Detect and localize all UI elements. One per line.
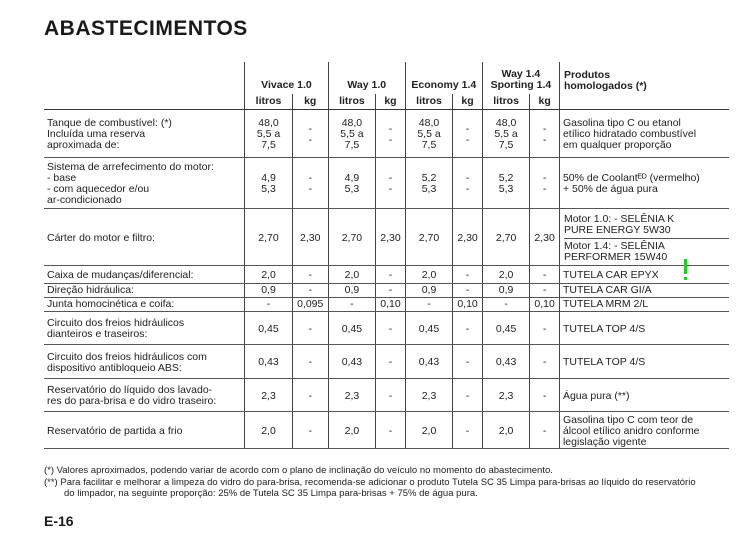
value-kg: -: [292, 269, 328, 283]
row-description: Reservatório de partida a frio: [44, 415, 245, 449]
value-liters: -: [482, 297, 529, 311]
table-body: [44, 110, 729, 449]
row-product: 50% de Coolantᴱᴰ (vermelho) + 50% de água pura: [559, 161, 729, 209]
value-liters: 0,43: [245, 348, 292, 378]
value-kg: -: [530, 269, 560, 283]
table-row: [44, 113, 729, 157]
value-kg: 2,30: [453, 212, 483, 266]
value-kg: - -: [453, 113, 483, 157]
unit-liters: litros: [405, 94, 452, 110]
header-vehicle: Way 1.4 Sporting 1.4: [482, 62, 559, 94]
value-kg: -: [292, 382, 328, 412]
table-row: [44, 348, 729, 378]
value-liters: 5,2 5,3: [405, 161, 452, 209]
footnotes: [44, 465, 734, 500]
value-kg: - -: [530, 113, 560, 157]
row-description: Caixa de mudanças/diferencial:: [44, 269, 245, 283]
page-number: E-16: [44, 513, 74, 529]
product-option: Motor 1.0: - SELÊNIA K PURE ENERGY 5W30: [564, 212, 729, 239]
value-liters: 48,0 5,5 a 7,5: [328, 113, 375, 157]
value-liters: 0,9: [482, 283, 529, 297]
value-kg: -: [376, 348, 406, 378]
value-kg: 0,095: [292, 297, 328, 311]
value-liters: -: [405, 297, 452, 311]
footnote-2: (**) Para facilitar e melhorar a limpeza do vidro do para-brisa, recomenda-se adicionar o produto Tutela SC 35 Limpa para-brisas ao líquido do reservatório: [44, 476, 696, 488]
value-kg: - -: [376, 113, 406, 157]
fluids-table: [44, 62, 729, 449]
row-product: TUTELA TOP 4/S: [559, 348, 729, 378]
value-liters: 48,0 5,5 a 7,5: [245, 113, 292, 157]
row-description: Sistema de arrefecimento do motor: - base - com aquecedor e/ou ar-condicionado: [44, 161, 245, 209]
header-vehicle: Vivace 1.0: [245, 62, 328, 94]
value-kg: 2,30: [530, 212, 560, 266]
row-product: TUTELA TOP 4/S: [559, 315, 729, 345]
value-kg: -: [453, 315, 483, 345]
unit-kg: kg: [376, 94, 406, 110]
row-product: [559, 212, 729, 266]
product-option: Motor 1.4: - SELÊNIA PERFORMER 15W40: [563, 240, 668, 263]
value-liters: 2,0: [482, 415, 529, 449]
value-kg: -: [376, 315, 406, 345]
value-liters: 2,0: [328, 269, 375, 283]
value-liters: 0,45: [328, 315, 375, 345]
row-product: TUTELA MRM 2/L: [559, 297, 729, 311]
unit-kg: kg: [453, 94, 483, 110]
table-row: [44, 297, 729, 311]
value-kg: -: [530, 415, 560, 449]
row-product: Água pura (**): [559, 382, 729, 412]
table-row: [44, 283, 729, 297]
value-kg: -: [530, 283, 560, 297]
table-row: [44, 161, 729, 209]
value-kg: -: [453, 283, 483, 297]
table-row: [44, 212, 729, 266]
table-row: [44, 315, 729, 345]
value-liters: 0,9: [405, 283, 452, 297]
value-kg: - -: [292, 113, 328, 157]
row-product: TUTELA CAR GI/A: [559, 283, 729, 297]
row-product: Gasolina tipo C ou etanol etílico hidratado combustível em qualquer proporção: [559, 113, 729, 157]
value-kg: -: [530, 382, 560, 412]
header-vehicle: Economy 1.4: [405, 62, 482, 94]
value-kg: -: [453, 382, 483, 412]
value-kg: 0,10: [530, 297, 560, 311]
value-kg: -: [453, 415, 483, 449]
value-kg: - -: [376, 161, 406, 209]
header-blank: [44, 62, 245, 94]
value-kg: -: [292, 315, 328, 345]
value-kg: -: [376, 269, 406, 283]
value-kg: 2,30: [292, 212, 328, 266]
row-product: Gasolina tipo C com teor de álcool etílico anidro conforme legislação vigente: [559, 415, 729, 449]
value-liters: 2,70: [328, 212, 375, 266]
value-liters: 2,3: [328, 382, 375, 412]
value-liters: -: [245, 297, 292, 311]
unit-liters: litros: [245, 94, 292, 110]
value-liters: 0,43: [405, 348, 452, 378]
row-description: Circuito dos freios hidráulicos dianteiros e traseiros:: [44, 315, 245, 345]
value-liters: 0,43: [482, 348, 529, 378]
value-kg: 0,10: [376, 297, 406, 311]
value-kg: 0,10: [453, 297, 483, 311]
value-liters: 2,3: [482, 382, 529, 412]
page-title: ABASTECIMENTOS: [44, 17, 248, 40]
value-kg: - -: [453, 161, 483, 209]
value-liters: 0,9: [328, 283, 375, 297]
value-liters: 0,43: [328, 348, 375, 378]
value-liters: 48,0 5,5 a 7,5: [405, 113, 452, 157]
highlight-mark-dot: [684, 277, 687, 280]
row-description: Junta homocinética e coifa:: [44, 297, 245, 311]
value-liters: 2,70: [482, 212, 529, 266]
value-kg: - -: [530, 161, 560, 209]
value-liters: 2,3: [245, 382, 292, 412]
row-description: Reservatório do líquido dos lavado- res do para-brisa e do vidro traseiro:: [44, 382, 245, 412]
unit-liters: litros: [328, 94, 375, 110]
value-kg: -: [453, 348, 483, 378]
value-liters: 2,0: [245, 415, 292, 449]
value-liters: 2,0: [405, 269, 452, 283]
row-description: Tanque de combustível: (*) Incluída uma reserva aproximada de:: [44, 113, 245, 157]
row-description: Circuito dos freios hidráulicos com dispositivo antibloqueio ABS:: [44, 348, 245, 378]
value-kg: -: [376, 415, 406, 449]
row-description: Direção hidráulica:: [44, 283, 245, 297]
value-kg: -: [292, 283, 328, 297]
value-liters: 4,9 5,3: [245, 161, 292, 209]
value-liters: 0,45: [245, 315, 292, 345]
value-kg: -: [292, 415, 328, 449]
header-blank: [44, 94, 245, 110]
footnote-1: (*) Valores aproximados, podendo variar de acordo com o plano de inclinação do veículo no momento do abastecimento.: [44, 465, 553, 476]
value-kg: -: [376, 382, 406, 412]
value-liters: 2,70: [245, 212, 292, 266]
value-liters: 4,9 5,3: [328, 161, 375, 209]
value-kg: -: [376, 283, 406, 297]
footnote-2-cont: do limpador, na seguinte proporção: 25% de Tutela SC 35 Limpa para-brisas + 75% de água pura.: [64, 488, 478, 499]
unit-liters: litros: [482, 94, 529, 110]
value-kg: -: [292, 348, 328, 378]
header-vehicle: Way 1.0: [328, 62, 405, 94]
header-products: Produtos homologados (*): [559, 62, 729, 110]
value-liters: 0,45: [482, 315, 529, 345]
value-kg: 2,30: [376, 212, 406, 266]
value-liters: 2,70: [405, 212, 452, 266]
value-kg: - -: [292, 161, 328, 209]
table-row: [44, 269, 729, 283]
unit-kg: kg: [530, 94, 560, 110]
row-product: TUTELA CAR EPYX: [559, 269, 729, 283]
value-liters: 2,0: [405, 415, 452, 449]
value-liters: 2,0: [482, 269, 529, 283]
table-row: [44, 382, 729, 412]
unit-kg: kg: [292, 94, 328, 110]
value-liters: 5,2 5,3: [482, 161, 529, 209]
highlight-mark: [684, 259, 687, 281]
value-kg: -: [530, 315, 560, 345]
table-row: [44, 415, 729, 449]
value-liters: 2,0: [245, 269, 292, 283]
value-kg: -: [530, 348, 560, 378]
value-kg: -: [453, 269, 483, 283]
value-liters: 48,0 5,5 a 7,5: [482, 113, 529, 157]
value-liters: 0,45: [405, 315, 452, 345]
value-liters: -: [328, 297, 375, 311]
value-liters: 2,3: [405, 382, 452, 412]
value-liters: 2,0: [328, 415, 375, 449]
highlight-mark-bar: [684, 259, 687, 274]
row-description: Cárter do motor e filtro:: [44, 212, 245, 266]
value-liters: 0,9: [245, 283, 292, 297]
